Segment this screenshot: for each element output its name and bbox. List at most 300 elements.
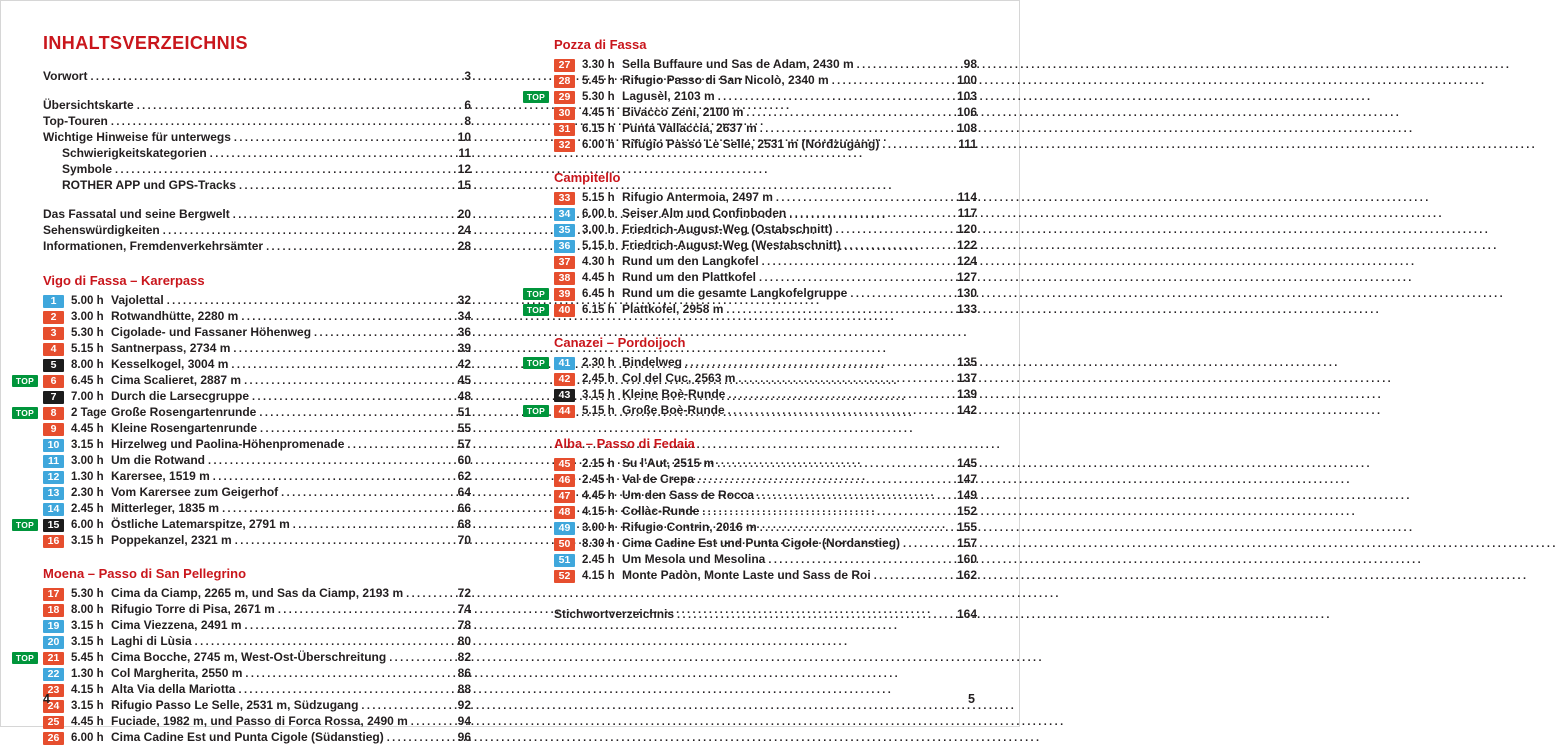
toc-entry-label: Übersichtskarte [43, 98, 134, 112]
tour-row [43, 666, 471, 681]
tour-number-badge: 40 [554, 304, 575, 317]
dot-leader [208, 453, 455, 468]
tour-duration: 6.00 h [582, 208, 615, 220]
tour-row [43, 453, 471, 468]
dot-leader [757, 488, 954, 503]
tour-title: Su l'Aut, 2515 m [622, 456, 715, 470]
tour-title: Alta Via della Mariotta [111, 682, 236, 696]
tour-number-badge: 8 [43, 407, 64, 420]
dot-leader [115, 162, 455, 178]
toc-entry [43, 69, 471, 85]
tour-row [554, 536, 977, 551]
tour-row [526, 355, 977, 370]
dot-leader [882, 137, 955, 152]
tour-number-badge: 10 [43, 439, 64, 452]
tour-duration: 3.15 h [71, 636, 104, 648]
toc-entry-label: Informationen, Fremdenverkehrsämter [43, 239, 264, 253]
tour-number-badge: 44 [554, 405, 575, 418]
dot-leader [760, 520, 954, 535]
tour-page: 62 [457, 469, 471, 483]
tour-page: 55 [457, 421, 471, 435]
tour-number-badge: 47 [554, 490, 575, 503]
tour-title: Cima Cadine Est und Punta Cigole (Südanstieg) [111, 730, 384, 744]
tour-title: Vom Karersee zum Geigerhof [111, 485, 279, 499]
dot-leader [222, 501, 455, 516]
toc-entry [43, 130, 471, 146]
section-moena [15, 566, 471, 745]
tour-duration: 5.30 h [582, 91, 615, 103]
tour-duration: 2.45 h [582, 554, 615, 566]
tour-duration: 2.30 h [71, 487, 104, 499]
dot-leader [239, 178, 455, 194]
dot-leader [347, 437, 454, 452]
tour-page: 142 [956, 403, 977, 417]
tour-title: Karersee, 1519 m [111, 469, 210, 483]
top-badge: TOP [12, 519, 38, 531]
tour-number-badge: 11 [43, 455, 64, 468]
tour-number-badge: 30 [554, 107, 575, 120]
tour-number-badge: 2 [43, 311, 64, 324]
tour-row [43, 309, 471, 324]
dot-leader [244, 373, 455, 388]
dot-leader [844, 238, 954, 253]
tour-row [43, 618, 471, 633]
tour-duration: 8.30 h [582, 538, 615, 550]
dot-leader [314, 325, 455, 340]
tour-row [554, 73, 977, 88]
tour-title: Santnerpass, 2734 m [111, 341, 231, 355]
tour-row [554, 456, 977, 471]
tour-page: 78 [457, 618, 471, 632]
dot-leader [406, 586, 455, 601]
tour-title: Cigolade- und Fassaner Höhenweg [111, 325, 312, 339]
tour-list [526, 190, 977, 317]
tour-title: Rund um den Plattkofel [622, 270, 757, 284]
dot-leader [167, 293, 455, 308]
dot-leader [746, 105, 954, 120]
tour-page: 74 [457, 602, 471, 616]
tour-title: Laghi di Lùsia [111, 634, 192, 648]
tour-title: Col Margherita, 2550 m [111, 666, 243, 680]
tour-row [43, 341, 471, 356]
tour-duration: 6.00 h [582, 139, 615, 151]
dot-leader [252, 389, 455, 404]
tour-duration: 2.15 h [582, 458, 615, 470]
section-vigo-di-fassa [15, 273, 471, 548]
top-badge: TOP [523, 304, 549, 316]
toc-entry-page: 10 [457, 130, 471, 144]
tour-title: Um den Sass de Rocca [622, 488, 755, 502]
tour-page: 147 [956, 472, 977, 486]
page-title: INHALTSVERZEICHNIS [43, 33, 248, 53]
dot-leader [210, 146, 456, 162]
tour-number-badge: 32 [554, 139, 575, 152]
tour-row [554, 472, 977, 487]
section-heading: Campitello [554, 170, 621, 185]
tour-row [15, 405, 471, 420]
tour-title: Rotwandhütte, 2280 m [111, 309, 239, 323]
tour-row [43, 485, 471, 500]
tour-number-badge: 31 [554, 123, 575, 136]
tour-title: Rifugio Torre di Pisa, 2671 m [111, 602, 275, 616]
tour-duration: 8.00 h [71, 359, 104, 371]
toc-entry-page: 15 [457, 178, 471, 192]
tour-number-badge: 13 [43, 487, 64, 500]
tour-number-badge: 39 [554, 288, 575, 301]
tour-page: 111 [958, 137, 977, 151]
tour-row [554, 520, 977, 535]
tour-row [526, 286, 977, 301]
toc-entry-page: 8 [464, 114, 471, 128]
toc-entry [43, 114, 471, 130]
toc-entry-page: 3 [464, 69, 471, 83]
tour-row [15, 517, 471, 532]
tour-title: Col del Cuc, 2563 m [622, 371, 736, 385]
tour-page: 48 [457, 389, 471, 403]
tour-page: 70 [457, 533, 471, 547]
tour-title: Rifugio Passo Le Selle, 2531 m (Nordzugang) [622, 137, 880, 151]
top-badge: TOP [12, 407, 38, 419]
tour-title: Kleine Boè-Runde [622, 387, 726, 401]
tour-page: 152 [956, 504, 977, 518]
dot-leader [361, 698, 454, 713]
tour-number-badge: 27 [554, 59, 575, 72]
tour-title: Rifugio Antermoia, 2497 m [622, 190, 773, 204]
tour-duration: 3.00 h [582, 522, 615, 534]
tour-page: 122 [956, 238, 977, 252]
tour-number-badge: 25 [43, 716, 64, 729]
tour-page: 57 [457, 437, 471, 451]
tour-duration: 4.45 h [582, 107, 615, 119]
section-alba [554, 436, 977, 583]
tour-number-badge: 24 [43, 700, 64, 713]
tour-number-badge: 34 [554, 208, 575, 221]
tour-list [554, 456, 977, 583]
tour-page: 96 [457, 730, 471, 744]
dot-leader [903, 536, 954, 551]
tour-number-badge: 51 [554, 554, 575, 567]
dot-leader [685, 355, 954, 370]
section-campitello [526, 170, 977, 317]
tour-row [554, 222, 977, 237]
dot-leader [677, 607, 954, 623]
tour-number-badge: 19 [43, 620, 64, 633]
tour-number-badge: 36 [554, 240, 575, 253]
tour-number-badge: 20 [43, 636, 64, 649]
tour-title: Sella Buffaure und Sas de Adam, 2430 m [622, 57, 854, 71]
tour-list [526, 355, 977, 418]
tour-title: Bindelweg [622, 355, 683, 369]
dot-leader [260, 421, 455, 436]
tour-row [15, 650, 471, 665]
tour-duration: 3.15 h [71, 439, 104, 451]
tour-number-badge: 16 [43, 535, 64, 548]
dot-leader [259, 405, 454, 420]
tour-number-badge: 41 [554, 357, 575, 370]
tour-duration: 5.45 h [582, 75, 615, 87]
tour-page: 45 [457, 373, 471, 387]
left-page [15, 33, 471, 746]
tour-row [43, 714, 471, 729]
tour-title: Fuciade, 1982 m, und Passo di Forca Rossa, 2490 m [111, 714, 408, 728]
toc-entry-page: 12 [457, 162, 471, 176]
tour-row [43, 389, 471, 404]
tour-duration: 4.45 h [582, 490, 615, 502]
tour-page: 157 [956, 536, 977, 550]
dot-leader [835, 222, 954, 237]
tour-title: Rifugio Passo Le Selle, 2531 m, Südzugang [111, 698, 359, 712]
tour-number-badge: 1 [43, 295, 64, 308]
tour-page: 160 [956, 552, 977, 566]
tour-row [43, 357, 471, 372]
tour-title: Große Rosengartenrunde [111, 405, 257, 419]
tour-row [43, 730, 471, 745]
dot-leader [738, 371, 954, 386]
dot-leader [759, 270, 954, 285]
tour-title: Friedrich-August-Weg (Westabschnitt) [622, 238, 841, 252]
tour-title: Collàc-Runde [622, 504, 700, 518]
dot-leader [857, 57, 961, 72]
tour-page: 86 [457, 666, 471, 680]
toc-entry-label: Das Fassatal und seine Bergwelt [43, 207, 230, 221]
tour-list [15, 586, 471, 745]
tour-page: 92 [457, 698, 471, 712]
tour-duration: 6.45 h [71, 375, 104, 387]
tour-duration: 3.15 h [582, 389, 615, 401]
tour-row [554, 568, 977, 583]
tour-page: 64 [457, 485, 471, 499]
tour-page: 103 [956, 89, 977, 103]
tour-page: 139 [956, 387, 977, 401]
tour-page: 130 [956, 286, 977, 300]
tour-duration: 3.15 h [71, 700, 104, 712]
index-entry-label: Stichwortverzeichnis [554, 607, 675, 621]
dot-leader [163, 223, 455, 239]
top-badge: TOP [523, 288, 549, 300]
dot-leader [411, 714, 455, 729]
dot-leader [728, 387, 954, 402]
dot-leader [728, 403, 954, 418]
tour-page: 100 [956, 73, 977, 87]
tour-row [554, 121, 977, 136]
tour-page: 36 [457, 325, 471, 339]
tour-page: 32 [457, 293, 471, 307]
tour-row [43, 469, 471, 484]
tour-duration: 4.15 h [71, 684, 104, 696]
index-entry-page: 164 [956, 607, 977, 621]
dot-leader [233, 341, 454, 356]
tour-row [43, 634, 471, 649]
tour-duration: 2.45 h [582, 474, 615, 486]
tour-duration: 3.00 h [582, 224, 615, 236]
toc-entry-label: ROTHER APP und GPS-Tracks [62, 178, 237, 192]
tour-title: Cima Scalieret, 2887 m [111, 373, 242, 387]
tour-number-badge: 37 [554, 256, 575, 269]
tour-number-badge: 38 [554, 272, 575, 285]
tour-title: Hirzelweg und Paolina-Höhenpromenade [111, 437, 345, 451]
tour-duration: 4.15 h [582, 570, 615, 582]
tour-row [43, 602, 471, 617]
tour-page: 60 [457, 453, 471, 467]
top-badge: TOP [523, 357, 549, 369]
tour-page: 149 [956, 488, 977, 502]
section-heading: Canazei – Pordoijoch [554, 335, 686, 350]
tour-duration: 4.45 h [71, 423, 104, 435]
tour-number-badge: 21 [43, 652, 64, 665]
tour-duration: 6.00 h [71, 519, 104, 531]
tour-duration: 2 Tage [71, 407, 107, 419]
tour-page: 51 [457, 405, 471, 419]
toc-entry [43, 146, 471, 162]
tour-duration: 7.00 h [71, 391, 104, 403]
tour-row [554, 105, 977, 120]
tour-duration: 2.45 h [582, 373, 615, 385]
dot-leader [760, 121, 954, 136]
tour-list [526, 57, 977, 152]
tour-duration: 5.30 h [71, 327, 104, 339]
tour-number-badge: 23 [43, 684, 64, 697]
dot-leader [832, 73, 954, 88]
toc-entry-label: Vorwort [43, 69, 88, 83]
tour-row [526, 89, 977, 104]
tour-title: Große Boè-Runde [622, 403, 725, 417]
dot-leader [768, 552, 954, 567]
page-number-right: 5 [968, 692, 975, 706]
tour-page: 133 [956, 302, 977, 316]
toc-entry-page: 11 [458, 146, 471, 160]
tour-page: 68 [457, 517, 471, 531]
tour-duration: 5.15 h [582, 192, 615, 204]
dot-leader [702, 504, 954, 519]
tour-title: Um Mesola und Mesolina [622, 552, 766, 566]
tour-row [526, 302, 977, 317]
tour-number-badge: 5 [43, 359, 64, 372]
tour-duration: 4.15 h [582, 506, 615, 518]
tour-duration: 5.45 h [71, 652, 104, 664]
tour-duration: 8.00 h [71, 604, 104, 616]
dot-leader [137, 98, 462, 114]
toc-entry [43, 162, 471, 178]
tour-duration: 4.45 h [582, 272, 615, 284]
dot-leader [90, 69, 461, 85]
dot-leader [776, 190, 955, 205]
dot-leader [697, 472, 954, 487]
tour-title: Durch die Larsecgruppe [111, 389, 250, 403]
tour-title: Friedrich-August-Weg (Ostabschnitt) [622, 222, 833, 236]
tour-page: 34 [457, 309, 471, 323]
tour-row [43, 698, 471, 713]
index-entry [554, 607, 977, 623]
tour-number-badge: 9 [43, 423, 64, 436]
dot-leader [389, 650, 454, 665]
tour-title: Bivacco Zeni, 2100 m [622, 105, 744, 119]
tour-title: Rifugio Contrin, 2016 m [622, 520, 757, 534]
tour-number-badge: 42 [554, 373, 575, 386]
dot-leader [726, 302, 954, 317]
tour-row [43, 533, 471, 548]
tour-row [554, 387, 977, 402]
tour-duration: 2.30 h [582, 357, 615, 369]
tour-page: 82 [457, 650, 471, 664]
toc-entry [43, 207, 471, 223]
tour-page: 117 [957, 206, 977, 220]
tour-number-badge: 12 [43, 471, 64, 484]
dot-leader [111, 114, 461, 130]
dot-leader [195, 634, 455, 649]
tour-duration: 5.00 h [71, 295, 104, 307]
tour-number-badge: 28 [554, 75, 575, 88]
tour-number-badge: 29 [554, 91, 575, 104]
tour-title: Plattkofel, 2958 m [622, 302, 724, 316]
tour-title: Mitterleger, 1835 m [111, 501, 220, 515]
tour-row [554, 270, 977, 285]
tour-number-badge: 17 [43, 588, 64, 601]
tour-title: Rund um den Langkofel [622, 254, 759, 268]
tour-title: Cima Cadine Est und Punta Cigole (Nordanstieg) [622, 536, 901, 550]
tour-duration: 3.30 h [582, 59, 615, 71]
tour-duration: 6.45 h [582, 288, 615, 300]
tour-duration: 6.00 h [71, 732, 104, 744]
dot-leader [293, 517, 455, 532]
right-page [526, 37, 977, 623]
tour-row [554, 190, 977, 205]
tour-page: 155 [956, 520, 977, 534]
dot-leader [762, 254, 954, 269]
tour-row [43, 586, 471, 601]
front-matter-list [43, 69, 471, 255]
tour-row [554, 254, 977, 269]
dot-leader [850, 286, 954, 301]
top-badge: TOP [12, 652, 38, 664]
tour-duration: 6.15 h [582, 304, 615, 316]
tour-number-badge: 46 [554, 474, 575, 487]
tour-title: Rifugio Passo di San Nicolò, 2340 m [622, 73, 829, 87]
section-heading: Vigo di Fassa – Karerpass [43, 273, 205, 288]
toc-entry [43, 178, 471, 194]
toc-entry-label: Symbole [62, 162, 113, 176]
tour-title: Vajolettal [111, 293, 164, 307]
toc-entry-label: Wichtige Hinweise für unterwegs [43, 130, 231, 144]
section-heading: Moena – Passo di San Pellegrino [43, 566, 247, 581]
tour-duration: 5.15 h [582, 405, 615, 417]
tour-row [15, 373, 471, 388]
tour-row [554, 238, 977, 253]
dot-leader [238, 682, 454, 697]
tour-duration: 5.30 h [71, 588, 104, 600]
tour-page: 120 [956, 222, 977, 236]
dot-leader [231, 357, 454, 372]
tour-duration: 3.00 h [71, 455, 104, 467]
tour-list [15, 293, 471, 548]
tour-number-badge: 15 [43, 519, 64, 532]
tour-page: 72 [457, 586, 471, 600]
section-heading: Pozza di Fassa [554, 37, 647, 52]
section-canazei [526, 335, 977, 418]
tour-page: 94 [457, 714, 471, 728]
tour-number-badge: 35 [554, 224, 575, 237]
tour-number-badge: 50 [554, 538, 575, 551]
tour-number-badge: 48 [554, 506, 575, 519]
top-badge: TOP [523, 405, 549, 417]
dot-leader [281, 485, 454, 500]
tour-number-badge: 43 [554, 389, 575, 402]
dot-leader [874, 568, 954, 583]
top-badge: TOP [12, 375, 38, 387]
tour-number-badge: 18 [43, 604, 64, 617]
tour-duration: 5.15 h [71, 343, 104, 355]
toc-entry-label: Schwierigkeitskategorien [62, 146, 207, 160]
tour-page: 106 [956, 105, 977, 119]
